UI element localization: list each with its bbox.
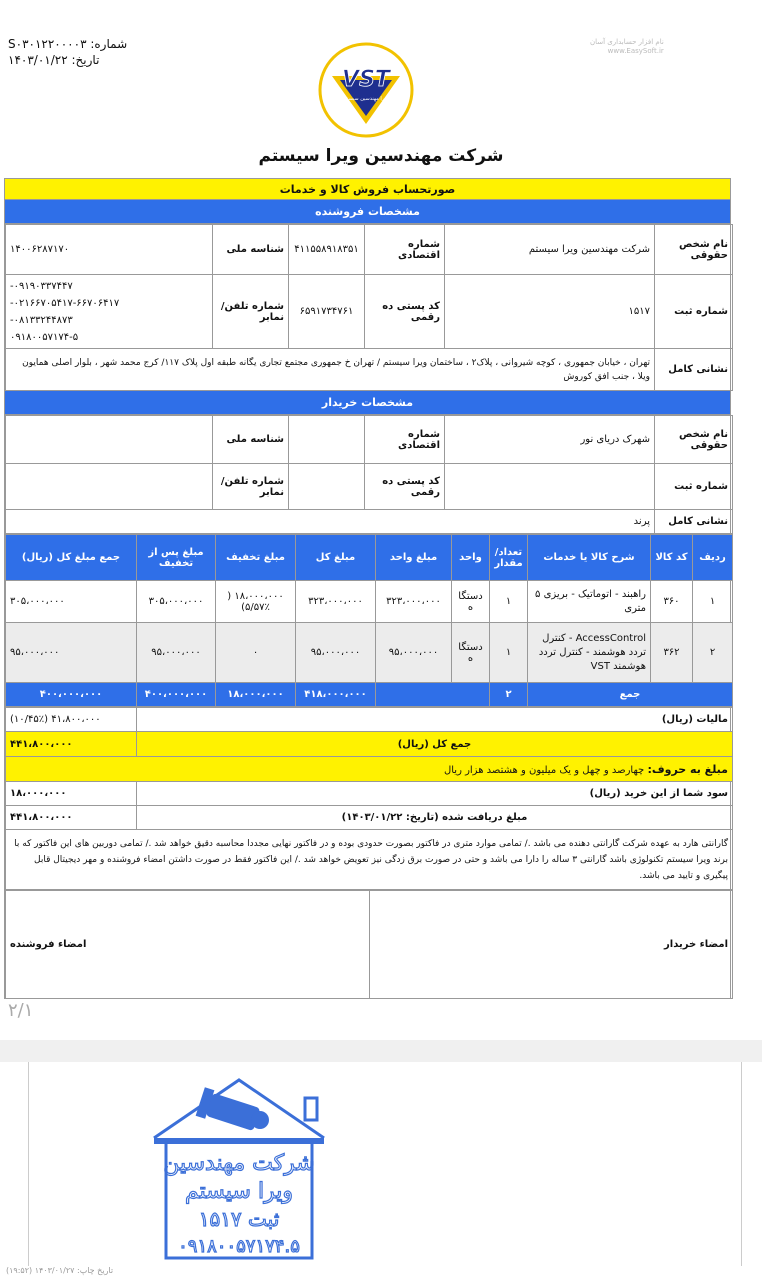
col-header: شرح کالا یا خدمات <box>528 535 651 581</box>
items-header-row <box>6 535 733 581</box>
buyer-nid-label: شناسه ملی <box>213 416 289 464</box>
seller-phone: ۰۸۱۳۳۲۴۴۸۷۳- <box>10 314 73 326</box>
buyer-nid-value <box>6 416 213 464</box>
seller-econ-value: ۴۱۱۵۵۸۹۱۸۳۵۱ <box>289 225 365 275</box>
profit-label: سود شما از این خرید (ریال) <box>137 782 733 806</box>
camera-stamp-icon <box>148 1074 330 1262</box>
profit-value: ۱۸،۰۰۰،۰۰۰ <box>6 782 137 806</box>
seller-reg-value: ۱۵۱۷ <box>445 275 655 349</box>
item-sum: ۹۵،۰۰۰،۰۰۰ <box>6 623 137 683</box>
seller-table <box>5 224 733 391</box>
invoice-title: صورتحساب فروش کالا و خدمات <box>5 178 730 200</box>
stamp-line4: ۰۹۱۸۰۰۵۷۱۷۴.۵ <box>178 1236 300 1257</box>
buyer-name: شهرک دریای نور <box>445 416 655 464</box>
totals-after: ۴۰۰،۰۰۰،۰۰۰ <box>137 683 216 707</box>
item-qty: ۱ <box>490 581 528 623</box>
tax-label: مالیات (ریال) <box>137 708 733 732</box>
item-code: ۳۶۰ <box>651 581 693 623</box>
logo-text: VST <box>342 67 390 92</box>
item-unit-price: ۹۵،۰۰۰،۰۰۰ <box>376 623 452 683</box>
item-unit-price: ۳۲۳،۰۰۰،۰۰۰ <box>376 581 452 623</box>
item-total: ۳۲۳،۰۰۰،۰۰۰ <box>296 581 376 623</box>
seller-section-title: مشخصات فروشنده <box>5 200 730 224</box>
totals-row <box>6 683 733 707</box>
buyer-reg-value <box>445 464 655 510</box>
invoice-number: S۰۳۰۱۲۲۰۰۰۰۳ <box>8 37 87 51</box>
col-header: جمع مبلغ کل (ریال) <box>6 535 137 581</box>
company-title: شرکت مهندسین ویرا سیستم <box>258 146 504 166</box>
item-row-number: ۱ <box>693 581 733 623</box>
item-discount: ۰ <box>216 623 296 683</box>
buyer-econ-value <box>289 416 365 464</box>
item-after-discount: ۹۵،۰۰۰،۰۰۰ <box>137 623 216 683</box>
item-unit: دستگاه <box>452 581 490 623</box>
item-discount: ۱۸،۰۰۰،۰۰۰ ( ۵/۵۷٪) <box>216 581 296 623</box>
items-table <box>5 534 733 707</box>
seller-name: شرکت مهندسین ویرا سیستم <box>445 225 655 275</box>
seller-phone: ۰۲۱۶۶۷۰۵۴۱۷-۶۶۷۰۶۴۱۷- <box>10 297 120 309</box>
item-row-number: ۲ <box>693 623 733 683</box>
buyer-postal-label: کد پستی ده رقمی <box>365 464 445 510</box>
seller-address: تهران ، خیابان جمهوری ، کوچه شیروانی ، پلاک۲ ، ساختمان ویرا سیستم / تهران خ جمهوری مجتمع تجاری یگانه طبقه اول پلاک ۱۱۷/ کرج محمد شهر ، بلوار اصلی همایون ویلا ، جنب افق کوروش <box>6 349 655 391</box>
seller-phone: ۰۹۱۸۰۰۵۷۱۷۴-۵ <box>10 331 79 343</box>
buyer-address: پرند <box>6 510 655 534</box>
totals-qty: ۲ <box>490 683 528 707</box>
seller-nid-label: شناسه ملی <box>213 225 289 275</box>
logo-subtext: ویرا مهندسین سیستم <box>343 96 389 102</box>
signature-table <box>5 890 733 999</box>
buyer-phone-value <box>6 464 213 510</box>
grand-total-label: جمع کل (ریال) <box>137 732 733 757</box>
tax-value: ۴۱،۸۰۰،۰۰۰ (۱۰/۴۵٪) <box>6 708 137 732</box>
invoice-date-label: تاریخ: <box>71 53 100 67</box>
stamp-line3: ثبت ۱۵۱۷ <box>198 1207 280 1231</box>
buyer-name-label: نام شخص حقوقی <box>655 416 733 464</box>
page-two <box>28 1062 742 1266</box>
totals-empty <box>376 683 490 707</box>
seller-signature: امضاء فروشنده <box>6 891 370 999</box>
page-number: ۲/۱ <box>8 1000 34 1021</box>
item-sum: ۳۰۵،۰۰۰،۰۰۰ <box>6 581 137 623</box>
item-total: ۹۵،۰۰۰،۰۰۰ <box>296 623 376 683</box>
seller-name-label: نام شخص حقوقی <box>655 225 733 275</box>
col-header: واحد <box>452 535 490 581</box>
buyer-phone-label: شماره تلفن/ نمابر <box>213 464 289 510</box>
amount-in-words <box>6 757 733 782</box>
table-row <box>6 581 733 623</box>
invoice-sheet <box>4 178 731 999</box>
software-watermark <box>590 38 664 56</box>
col-header: مبلغ تخفیف <box>216 535 296 581</box>
words-value: چهارصد و چهل و یک میلیون و هشتصد هزار ریال <box>443 764 645 776</box>
seller-phone-list <box>6 275 213 349</box>
buyer-table <box>5 415 733 534</box>
totals-discount: ۱۸،۰۰۰،۰۰۰ <box>216 683 296 707</box>
invoice-date: ۱۴۰۳/۰۱/۲۲ <box>8 53 68 67</box>
table-row <box>6 623 733 683</box>
received-value: ۴۴۱،۸۰۰،۰۰۰ <box>6 806 137 830</box>
seller-phone: ۰۹۱۹۰۳۳۷۴۴۷- <box>10 280 73 292</box>
buyer-econ-label: شماره اقتصادی <box>365 416 445 464</box>
stamp-line2: ویرا سیستم <box>185 1179 293 1204</box>
totals-label: جمع <box>528 683 733 707</box>
buyer-addr-label: نشانی کامل <box>655 510 733 534</box>
totals-total: ۴۱۸،۰۰۰،۰۰۰ <box>296 683 376 707</box>
watermark-line2: www.EasySoft.ir <box>607 47 664 55</box>
grand-total-value: ۴۴۱،۸۰۰،۰۰۰ <box>6 732 137 757</box>
stamp-line1: شرکت مهندسین <box>163 1151 315 1176</box>
item-qty: ۱ <box>490 623 528 683</box>
summary-table <box>5 707 733 890</box>
col-header: مبلغ واحد <box>376 535 452 581</box>
item-unit: دستگاه <box>452 623 490 683</box>
seller-econ-label: شماره اقتصادی <box>365 225 445 275</box>
buyer-signature: امضاء خریدار <box>370 891 733 999</box>
invoice-meta <box>8 36 127 68</box>
col-header: کد کالا <box>651 535 693 581</box>
buyer-reg-label: شماره ثبت <box>655 464 733 510</box>
item-after-discount: ۳۰۵،۰۰۰،۰۰۰ <box>137 581 216 623</box>
item-description: AccessControl - کنترل تردد هوشمند - کنترل تردد هوشمند VST <box>528 623 651 683</box>
words-label: مبلغ به حروف: <box>647 762 728 776</box>
seller-nid-value: ۱۴۰۰۶۲۸۷۱۷۰ <box>6 225 213 275</box>
buyer-postal-value <box>289 464 365 510</box>
logo-icon <box>318 42 414 138</box>
seller-addr-label: نشانی کامل <box>655 349 733 391</box>
seller-postal-label: کد پستی ده رقمی <box>365 275 445 349</box>
invoice-number-label: شماره: <box>90 37 128 51</box>
page-break <box>0 1040 762 1062</box>
received-label: مبلغ دریافت شده (تاریخ: ۱۴۰۳/۰۱/۲۲) <box>137 806 733 830</box>
totals-sum: ۴۰۰،۰۰۰،۰۰۰ <box>6 683 137 707</box>
seller-reg-label: شماره ثبت <box>655 275 733 349</box>
warranty-terms: گارانتی هارد به عهده شرکت گارانتی دهنده می باشد ./ تمامی موارد متری در فاکتور بصورت حدودی بوده و در فاکتور نهایی مجددا محاسبه دقیق خواهد شد ./ تمامی دوربین های این فاکتور که با برند ویرا سیستم تکنولوژی باشد گارانتی ۳ ساله را دارا می باشد و حتی در صورت برق زدگی نیز تعویض خواهد شد ./ این فاکتور فقط در صورت داشتن امضاء فروشنده و مهر دیجیتال قابل پیگیری و تایید می باشد. <box>6 830 733 890</box>
col-header: ردیف <box>693 535 733 581</box>
print-footer: تاریخ چاپ: ۱۴۰۳/۰۱/۲۷ (۱۹:۵۲) <box>6 1266 114 1275</box>
item-code: ۳۶۲ <box>651 623 693 683</box>
col-header: مبلغ پس از تخفیف <box>137 535 216 581</box>
buyer-section-title: مشخصات خریدار <box>5 391 730 415</box>
watermark-line1: نام افزار حسابداری آسان <box>590 38 664 46</box>
seller-phone-label: شماره تلفن/ نمابر <box>213 275 289 349</box>
seller-postal-value: ۶۵۹۱۷۳۴۷۶۱ <box>289 275 365 349</box>
col-header: مبلغ کل <box>296 535 376 581</box>
item-description: راهبند - اتوماتیک - بریزی ۵ متری <box>528 581 651 623</box>
col-header: تعداد/ مقدار <box>490 535 528 581</box>
